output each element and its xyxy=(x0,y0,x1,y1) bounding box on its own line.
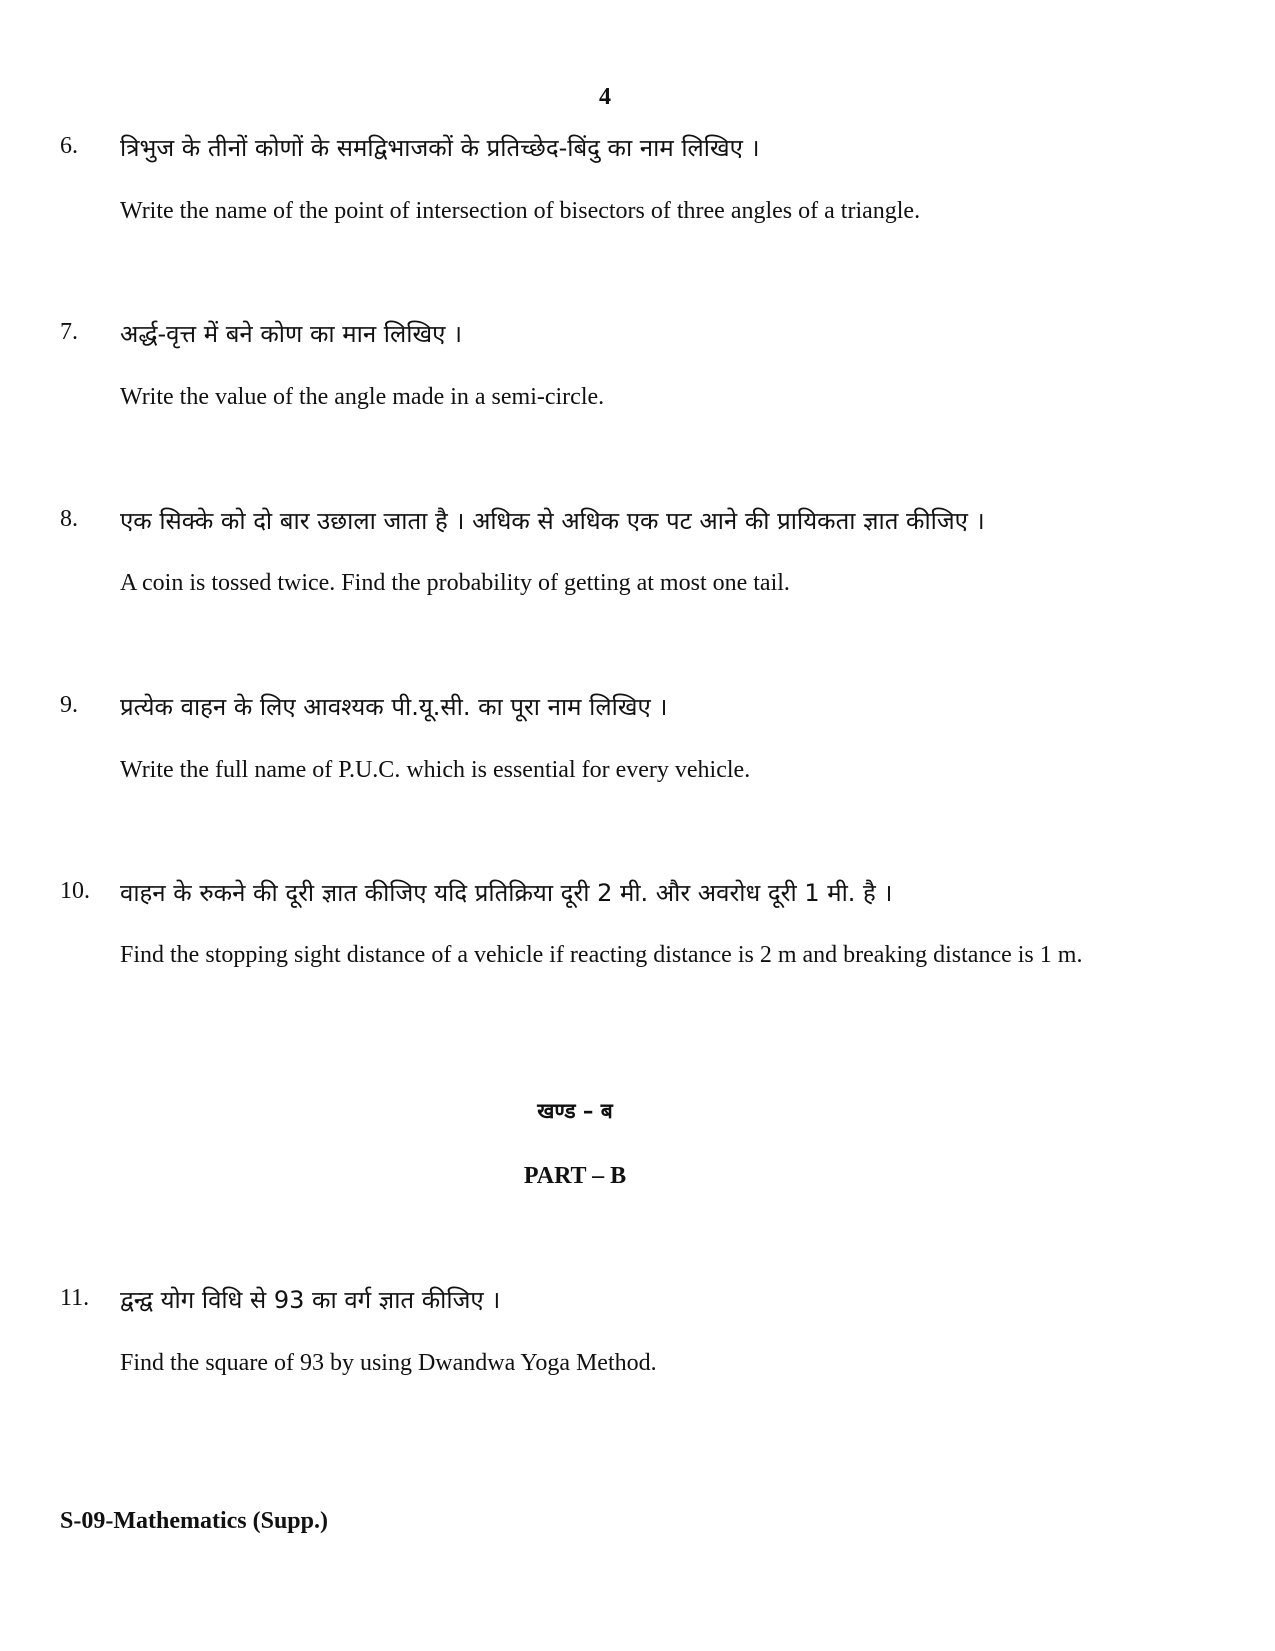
section-heading-english: PART – B xyxy=(523,1163,627,1189)
question-text-english: Write the name of the point of intersection of bisectors of three angles of a triangle. xyxy=(120,198,921,224)
section-heading-hindi: खण्ड – ब xyxy=(537,1099,613,1123)
question-text-english: Write the full name of P.U.C. which is essential for every vehicle. xyxy=(120,757,751,783)
question-text-hindi: द्वन्द्व योग विधि से 93 का वर्ग ज्ञात कीजिए । xyxy=(120,1286,501,1314)
question-number: 10. xyxy=(60,878,90,904)
question-text-hindi: एक सिक्के को दो बार उछाला जाता है । अधिक से अधिक एक पट आने की प्रायिकता ज्ञात कीजिए । xyxy=(120,507,985,535)
question-text-english: Find the square of 93 by using Dwandwa Yoga Method. xyxy=(120,1350,657,1376)
question-text-hindi: प्रत्येक वाहन के लिए आवश्यक पी.यू.सी. का पूरा नाम लिखिए । xyxy=(120,693,668,721)
question-number: 9. xyxy=(60,692,78,718)
question-number: 8. xyxy=(60,506,78,532)
question-text-hindi: अर्द्ध-वृत्त में बने कोण का मान लिखिए । xyxy=(120,320,463,348)
question-text-hindi: त्रिभुज के तीनों कोणों के समद्विभाजकों के प्रतिच्छेद-बिंदु का नाम लिखिए । xyxy=(120,134,760,162)
question-number: 6. xyxy=(60,133,78,159)
question-text-english: Find the stopping sight distance of a vehicle if reacting distance is 2 m and breaking distance is 1 m. xyxy=(120,942,1083,968)
question-number: 7. xyxy=(60,319,78,345)
question-number: 11. xyxy=(60,1285,90,1311)
page-number: 4 xyxy=(599,84,611,110)
question-text-english: A coin is tossed twice. Find the probability of getting at most one tail. xyxy=(120,570,790,596)
paper-code-footer: S-09-Mathematics (Supp.) xyxy=(60,1508,328,1534)
question-text-english: Write the value of the angle made in a semi-circle. xyxy=(120,384,605,410)
question-text-hindi: वाहन के रुकने की दूरी ज्ञात कीजिए यदि प्रतिक्रिया दूरी 2 मी. और अवरोध दूरी 1 मी. है । xyxy=(120,879,893,907)
